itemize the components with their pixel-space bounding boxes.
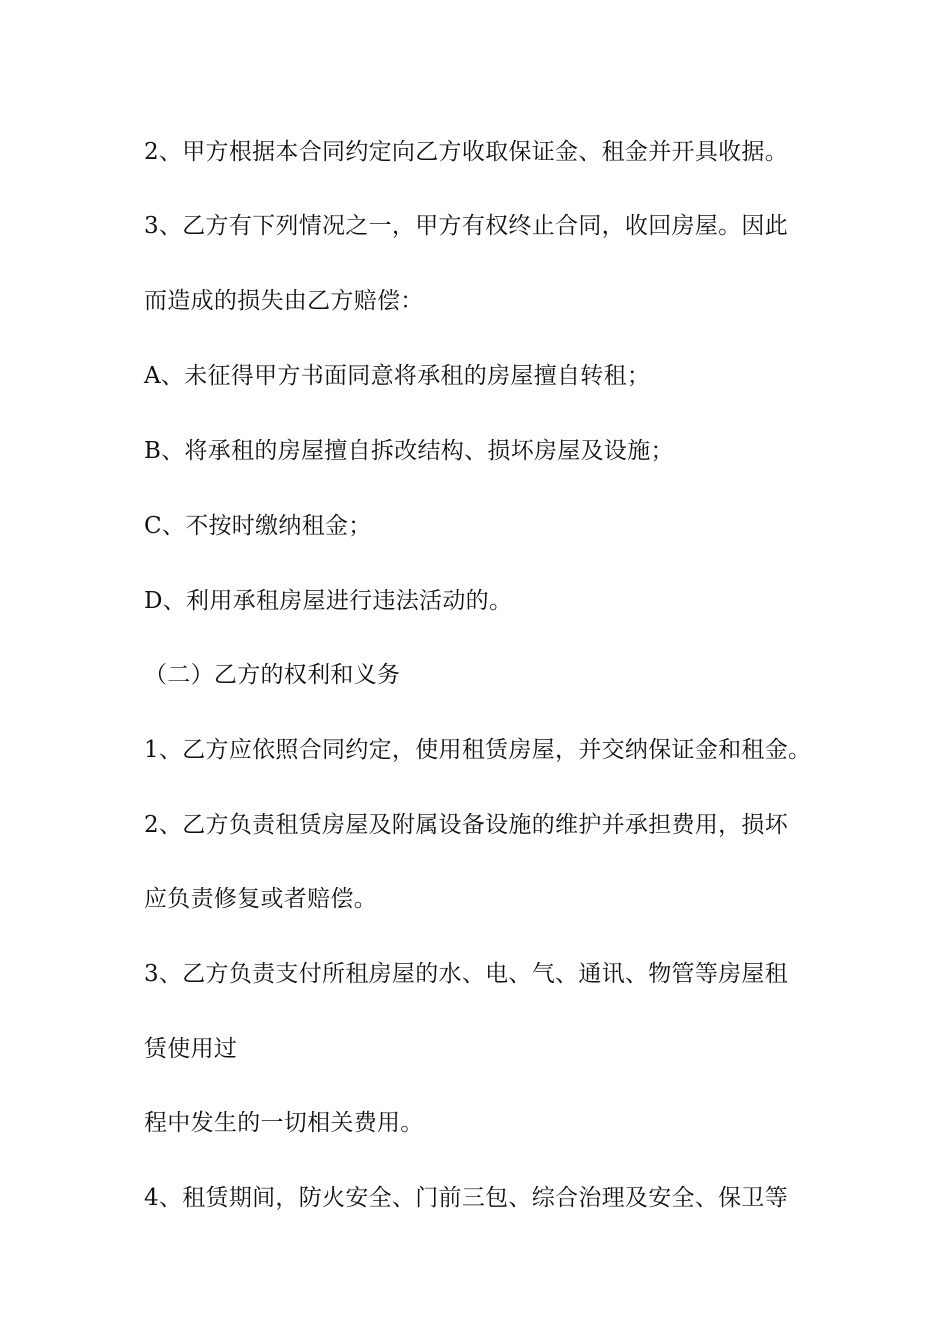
clause-3-termination: 3、乙方有下列情况之一，甲方有权终止合同，收回房屋。因此 xyxy=(144,213,789,239)
clause-b3-utilities-end: 程中发生的一切相关费用。 xyxy=(144,1110,424,1136)
clause-b3-utilities-cont: 赁使用过 xyxy=(144,1036,238,1062)
clause-3-termination-cont: 而造成的损失由乙方赔偿： xyxy=(144,288,424,314)
clause-b3-utilities: 3、乙方负责支付所租房屋的水、电、气、通讯、物管等房屋租 xyxy=(144,961,789,987)
item-a-sublet: A、未征得甲方书面同意将承租的房屋擅自转租； xyxy=(144,363,651,389)
clause-b1-use-and-pay: 1、乙方应依照合同约定，使用租赁房屋，并交纳保证金和租金。 xyxy=(144,737,812,763)
item-c-late-rent: C、不按时缴纳租金； xyxy=(144,513,372,539)
clause-b4-safety: 4、租赁期间，防火安全、门前三包、综合治理及安全、保卫等 xyxy=(144,1185,789,1211)
clause-b2-maintenance: 2、乙方负责租赁房屋及附属设备设施的维护并承担费用，损坏 xyxy=(144,812,789,838)
item-b-alteration: B、将承租的房屋擅自拆改结构、损坏房屋及设施； xyxy=(144,438,674,464)
clause-2-deposit-receipt: 2、甲方根据本合同约定向乙方收取保证金、租金并开具收据。 xyxy=(144,139,789,165)
section-heading-party-b: （二）乙方的权利和义务 xyxy=(144,662,401,688)
clause-b2-maintenance-cont: 应负责修复或者赔偿。 xyxy=(144,886,377,912)
item-d-illegal-use: D、利用承租房屋进行违法活动的。 xyxy=(144,588,513,614)
